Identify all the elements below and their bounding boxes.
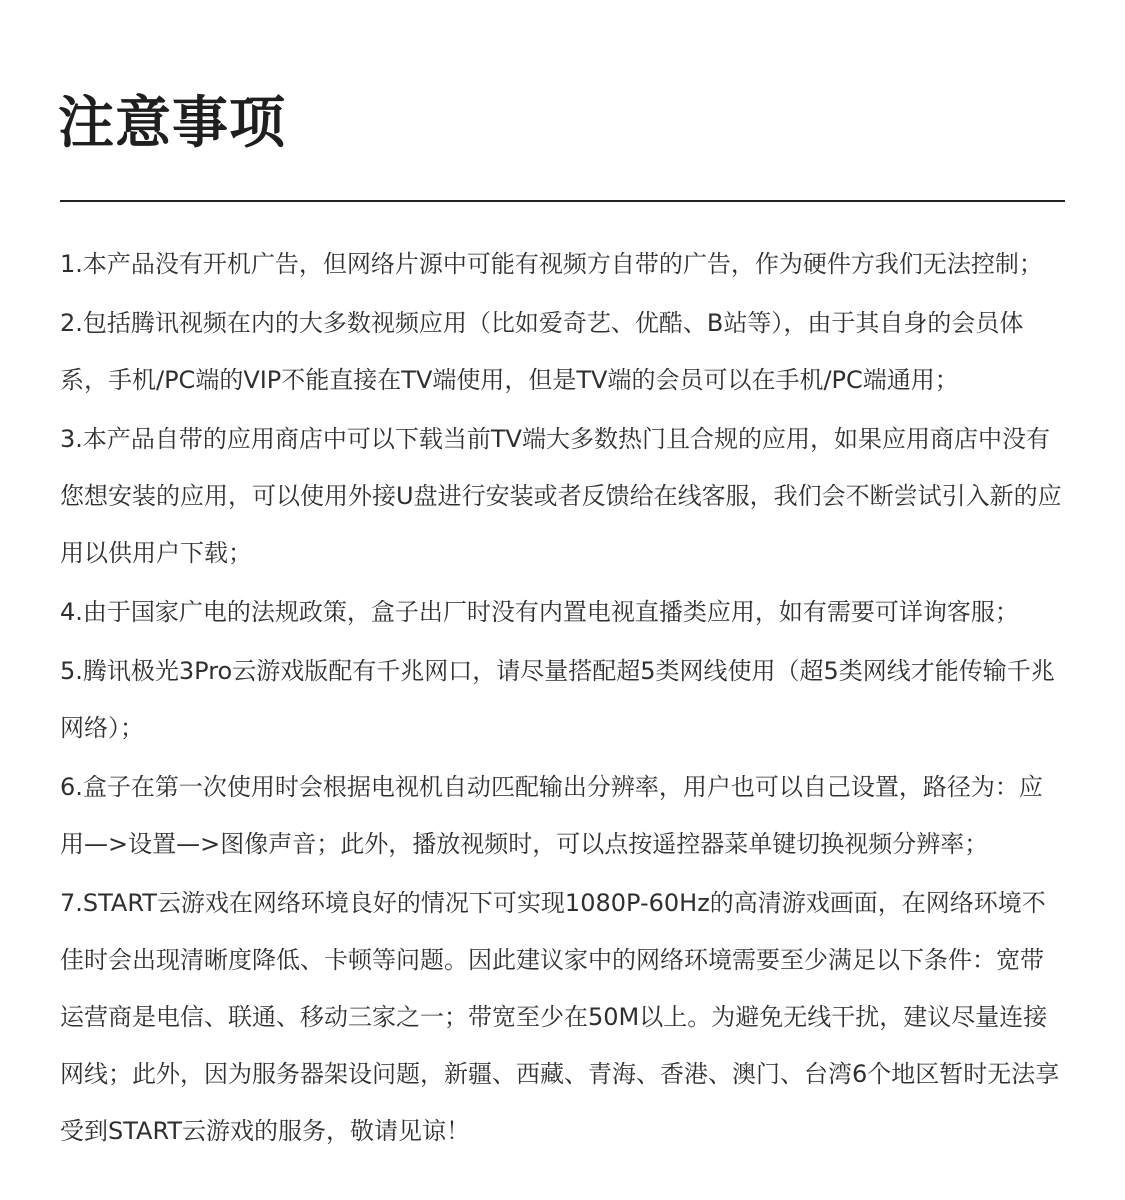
- notes-list: [60, 236, 1065, 1162]
- note-item-3: 3.本产品自带的应用商店中可以下载当前TV端大多数热门且合规的应用，如果应用商店中没有您想安装的应用，可以使用外接U盘进行安装或者反馈给在线客服，我们会不断尝试引入新的应用以供用户下载；: [60, 425, 1062, 567]
- title-divider: [60, 200, 1065, 202]
- note-item-2: 2.包括腾讯视频在内的大多数视频应用（比如爱奇艺、优酷、B站等），由于其自身的会员体系，手机/PC端的VIP不能直接在TV端使用，但是TV端的会员可以在手机/PC端通用；: [60, 309, 1024, 394]
- note-item-4: 4.由于国家广电的法规政策，盒子出厂时没有内置电视直播类应用，如有需要可详询客服；: [60, 598, 1019, 626]
- note-item-6: 6.盒子在第一次使用时会根据电视机自动匹配输出分辨率，用户也可以自己设置，路径为：应用—>设置—>图像声音；此外，播放视频时，可以点按遥控器菜单键切换视频分辨率；: [60, 773, 1043, 858]
- page-title: 注意事项: [58, 91, 286, 156]
- note-item-1: 1.本产品没有开机广告，但网络片源中可能有视频方自带的广告，作为硬件方我们无法控制；: [60, 250, 1043, 278]
- note-item-7: 7.START云游戏在网络环境良好的情况下可实现1080P-60Hz的高清游戏画面，在网络环境不佳时会出现清晰度降低、卡顿等问题。因此建议家中的网络环境需要至少满足以下条件：宽带运营商是电信、联通、移动三家之一；带宽至少在50M以上。为避免无线干扰，建议尽量连接网线；此外，因为服务器架设问题，新疆、西藏、青海、香港、澳门、台湾6个地区暂时无法享受到START云游戏的服务，敬请见谅！: [60, 889, 1060, 1145]
- note-item-5: 5.腾讯极光3Pro云游戏版配有千兆网口，请尽量搭配超5类网线使用（超5类网线才能传输千兆网络）；: [60, 657, 1055, 742]
